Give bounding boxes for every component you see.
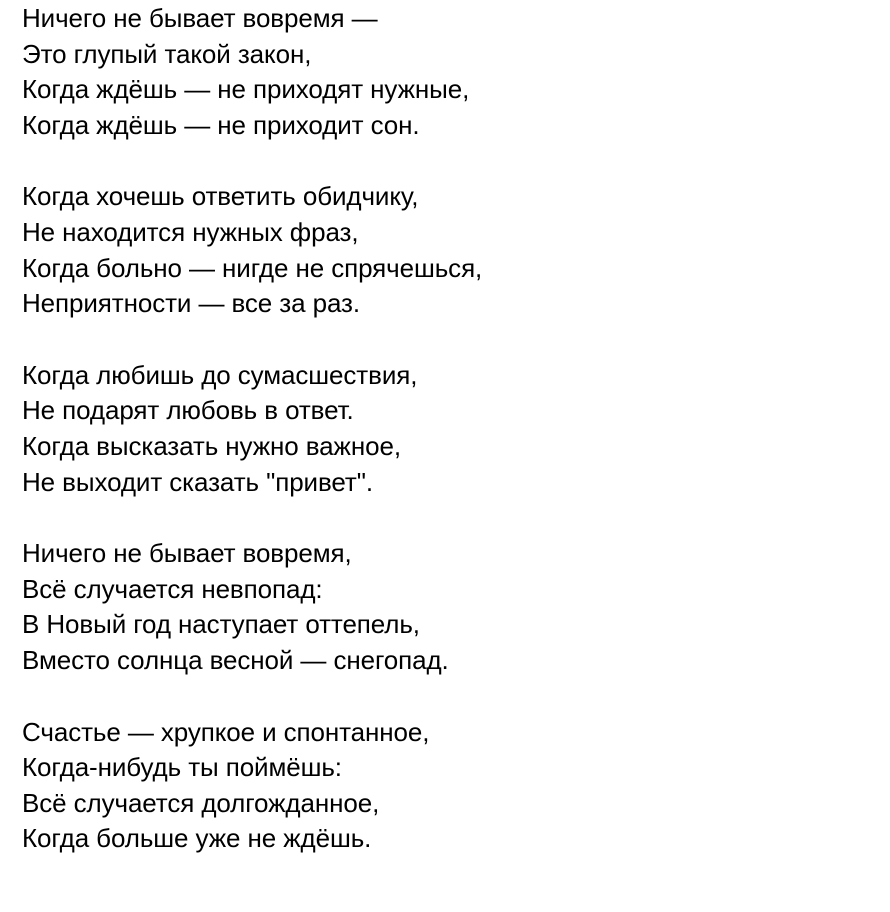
poem-line: Ничего не бывает вовремя — [22, 3, 378, 33]
poem-line: Счастье — хрупкое и спонтанное, [22, 716, 430, 747]
poem-line: Это глупый такой закон, [22, 38, 312, 69]
stanza-3 [22, 358, 482, 500]
poem-text [22, 1, 482, 893]
poem-line: Когда ждёшь — не приходят нужные, [22, 74, 470, 105]
poem-line: Когда больно — нигде не спрячешься, [22, 252, 483, 283]
stanza-5 [22, 715, 482, 857]
poem-line: Не выходит сказать "привет". [22, 466, 373, 497]
poem-line: Когда больше уже не ждёшь. [22, 823, 372, 854]
stanza-1 [22, 1, 482, 143]
poem-line: В Новый год наступает оттепель, [22, 609, 420, 640]
poem-line: Всё случается невпопад: [22, 573, 323, 604]
poem-line: Когда высказать нужно важное, [22, 430, 401, 461]
poem-line: Когда ждёшь — не приходит сон. [22, 109, 420, 140]
poem-line: Когда-нибудь ты поймёшь: [22, 752, 342, 783]
stanza-2 [22, 179, 482, 321]
poem-line: Не находится нужных фраз, [22, 216, 359, 247]
poem-line: Вместо солнца весной — снегопад. [22, 644, 449, 675]
poem-line: Ничего не бывает вовремя, [22, 538, 352, 569]
stanza-4 [22, 536, 482, 678]
poem-line: Неприятности — все за раз. [22, 288, 360, 319]
poem-line: Всё случается долгожданное, [22, 787, 380, 818]
poem-line: Когда любишь до сумасшествия, [22, 359, 418, 390]
poem-line: Когда хочешь ответить обидчику, [22, 181, 419, 212]
poem-line: Не подарят любовь в ответ. [22, 395, 354, 426]
